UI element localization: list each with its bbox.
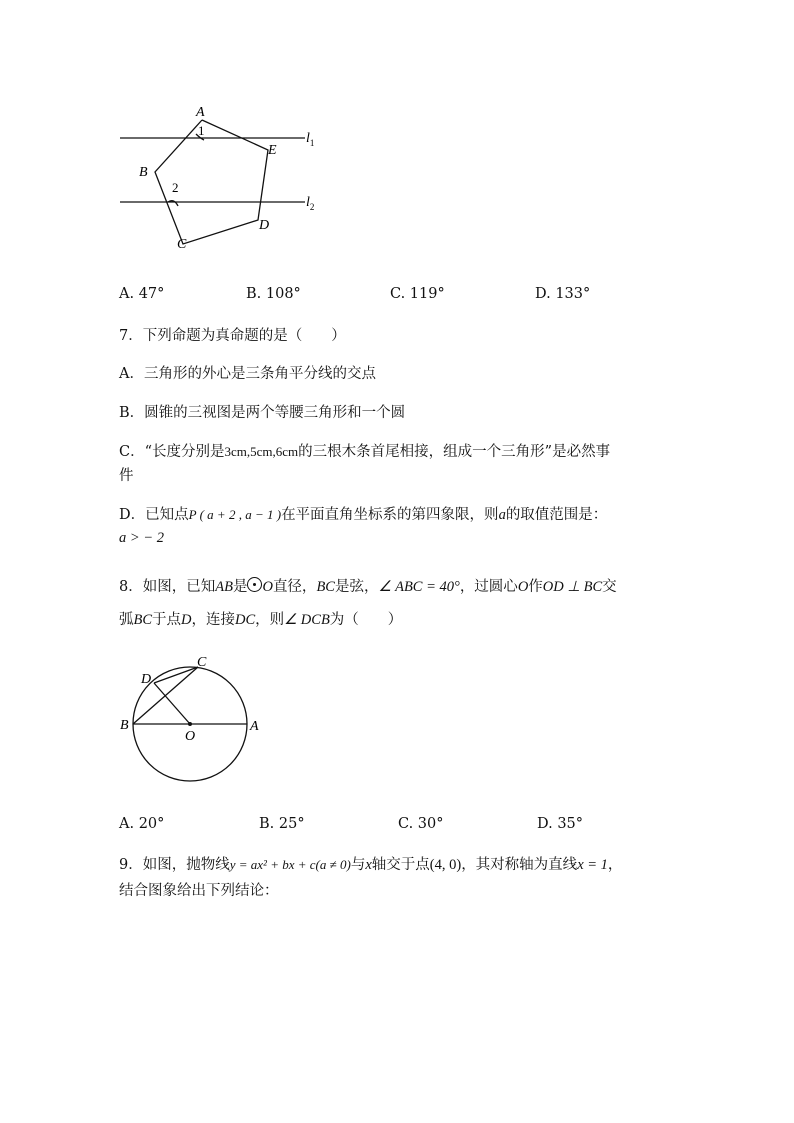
label-A: A [250, 719, 259, 734]
q8-option-b: B. 25° [259, 816, 305, 832]
q6-option-d: D. 133° [535, 286, 591, 302]
circle-dot-symbol [247, 577, 262, 592]
q8-stem-line2: 弧BC于点D，连接DC，则∠ DCB为（ ） [119, 612, 403, 628]
label-E: E [268, 143, 277, 158]
label-D: D [259, 218, 270, 233]
label-B: B [120, 718, 129, 733]
label-B: B [139, 165, 148, 180]
label-1: 1 [198, 123, 205, 138]
q6-option-a: A. 47° [119, 286, 165, 302]
label-C: C [197, 655, 207, 670]
q8-option-a: A. 20° [119, 816, 165, 832]
q7-option-b: B．圆锥的三视图是两个等腰三角形和一个圆 [119, 405, 406, 421]
label-A: A [196, 105, 205, 120]
q7-stem: 7．下列命题为真命题的是（ ） [119, 328, 346, 344]
label-l1: $l_1$ [306, 131, 315, 148]
q9-stem-line1: 9．如图，抛物线y = ax² + bx + c(a ≠ 0)与x轴交于点(4, 0)，其对称轴为直线x = 1， [119, 857, 623, 873]
q9-stem-line2: 结合图象给出下列结论： [119, 883, 279, 899]
circle-figure [115, 650, 265, 790]
q6-option-c: C. 119° [390, 286, 445, 302]
label-2: 2 [172, 180, 179, 195]
q7-option-c-line2: 件 [119, 468, 134, 484]
q8-option-c: C. 30° [398, 816, 444, 832]
q7-option-d-answer: a > − 2 [119, 530, 164, 546]
label-l2: $l_2$ [306, 195, 315, 212]
label-D: D [141, 672, 152, 687]
label-C: C [177, 237, 187, 252]
q7-option-a: A．三角形的外心是三条角平分线的交点 [119, 366, 376, 382]
center-dot [188, 722, 192, 726]
q7-option-d: D．已知点P ( a + 2 , a − 1 )在平面直角坐标系的第四象限，则a的取值范围是： [119, 507, 608, 523]
q7-option-c-line1: C．“长度分别是3cm,5cm,6cm的三根木条首尾相接，组成一个三角形”是必然事 [119, 444, 611, 460]
q8-stem-line1: 8．如图，已知AB是 O直径，BC是弦，∠ ABC = 40°，过圆心O作OD ⊥ BC交 [119, 579, 617, 595]
q6-option-b: B. 108° [246, 286, 301, 302]
q8-option-d: D. 35° [537, 816, 584, 832]
pentagon-figure [110, 98, 330, 258]
label-O: O [185, 729, 196, 744]
